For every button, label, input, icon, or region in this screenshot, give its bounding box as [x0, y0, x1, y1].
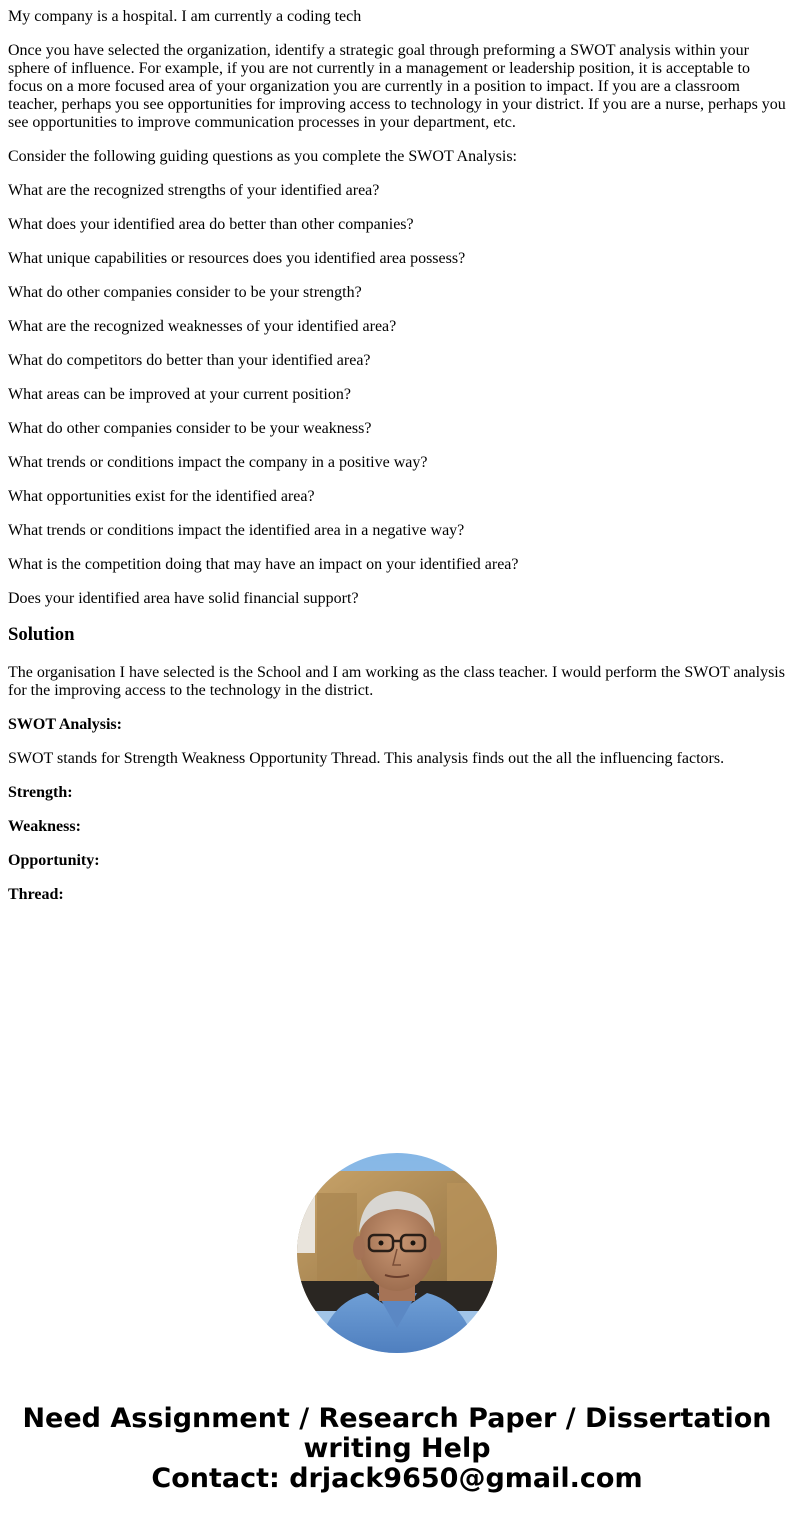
- author-avatar: [297, 1153, 497, 1353]
- guiding-questions-list: [8, 182, 788, 608]
- strength-label: Strength:: [8, 784, 73, 801]
- guiding-question: What do competitors do better than your identified area?: [8, 352, 371, 369]
- swot-description: SWOT stands for Strength Weakness Opportunity Thread. This analysis finds out the all the influencing factors.: [8, 750, 725, 767]
- solution-intro: The organisation I have selected is the School and I am working as the class teacher. I would perform the SWOT analysis for the improving access to the technology in the district.: [8, 664, 785, 699]
- document-content: [8, 0, 788, 920]
- promo-line: writing Help: [303, 1433, 491, 1464]
- promo-contact: Contact: drjack9650@gmail.com: [151, 1463, 643, 1494]
- opportunity-label: Opportunity:: [8, 852, 100, 869]
- promo-banner: [0, 1404, 794, 1494]
- promo-line: Need Assignment / Research Paper / Dissertation: [22, 1403, 772, 1434]
- guiding-question: What do other companies consider to be your strength?: [8, 284, 362, 301]
- guiding-question: What do other companies consider to be your weakness?: [8, 420, 372, 437]
- swot-heading: SWOT Analysis:: [8, 716, 122, 733]
- guide-intro: Consider the following guiding questions as you complete the SWOT Analysis:: [8, 148, 517, 165]
- guiding-question: What are the recognized strengths of your identified area?: [8, 182, 380, 199]
- question-intro: My company is a hospital. I am currently a coding tech: [8, 8, 362, 25]
- guiding-question: What trends or conditions impact the company in a positive way?: [8, 454, 428, 471]
- guiding-question: What unique capabilities or resources does you identified area possess?: [8, 250, 466, 267]
- thread-label: Thread:: [8, 886, 64, 903]
- guiding-question: What are the recognized weaknesses of your identified area?: [8, 318, 397, 335]
- guiding-question: Does your identified area have solid financial support?: [8, 590, 359, 607]
- guiding-question: What opportunities exist for the identified area?: [8, 488, 315, 505]
- weakness-label: Weakness:: [8, 818, 81, 835]
- author-portrait-image: [297, 1153, 497, 1353]
- question-instructions: Once you have selected the organization, identify a strategic goal through preforming a SWOT analysis within your sphere of influence. For example, if you are not currently in a management or leadership position, it is acceptable to focus on a more focused area of your organization you are currently in a position to impact. If you are a classroom teacher, perhaps you see opportunities for improving access to technology in your district. If you are a nurse, perhaps you see opportunities to improve communication processes in your department, etc.: [8, 42, 786, 131]
- guiding-question: What does your identified area do better than other companies?: [8, 216, 414, 233]
- guiding-question: What is the competition doing that may have an impact on your identified area?: [8, 556, 519, 573]
- guiding-question: What trends or conditions impact the identified area in a negative way?: [8, 522, 465, 539]
- solution-heading: Solution: [8, 624, 75, 645]
- guiding-question: What areas can be improved at your current position?: [8, 386, 351, 403]
